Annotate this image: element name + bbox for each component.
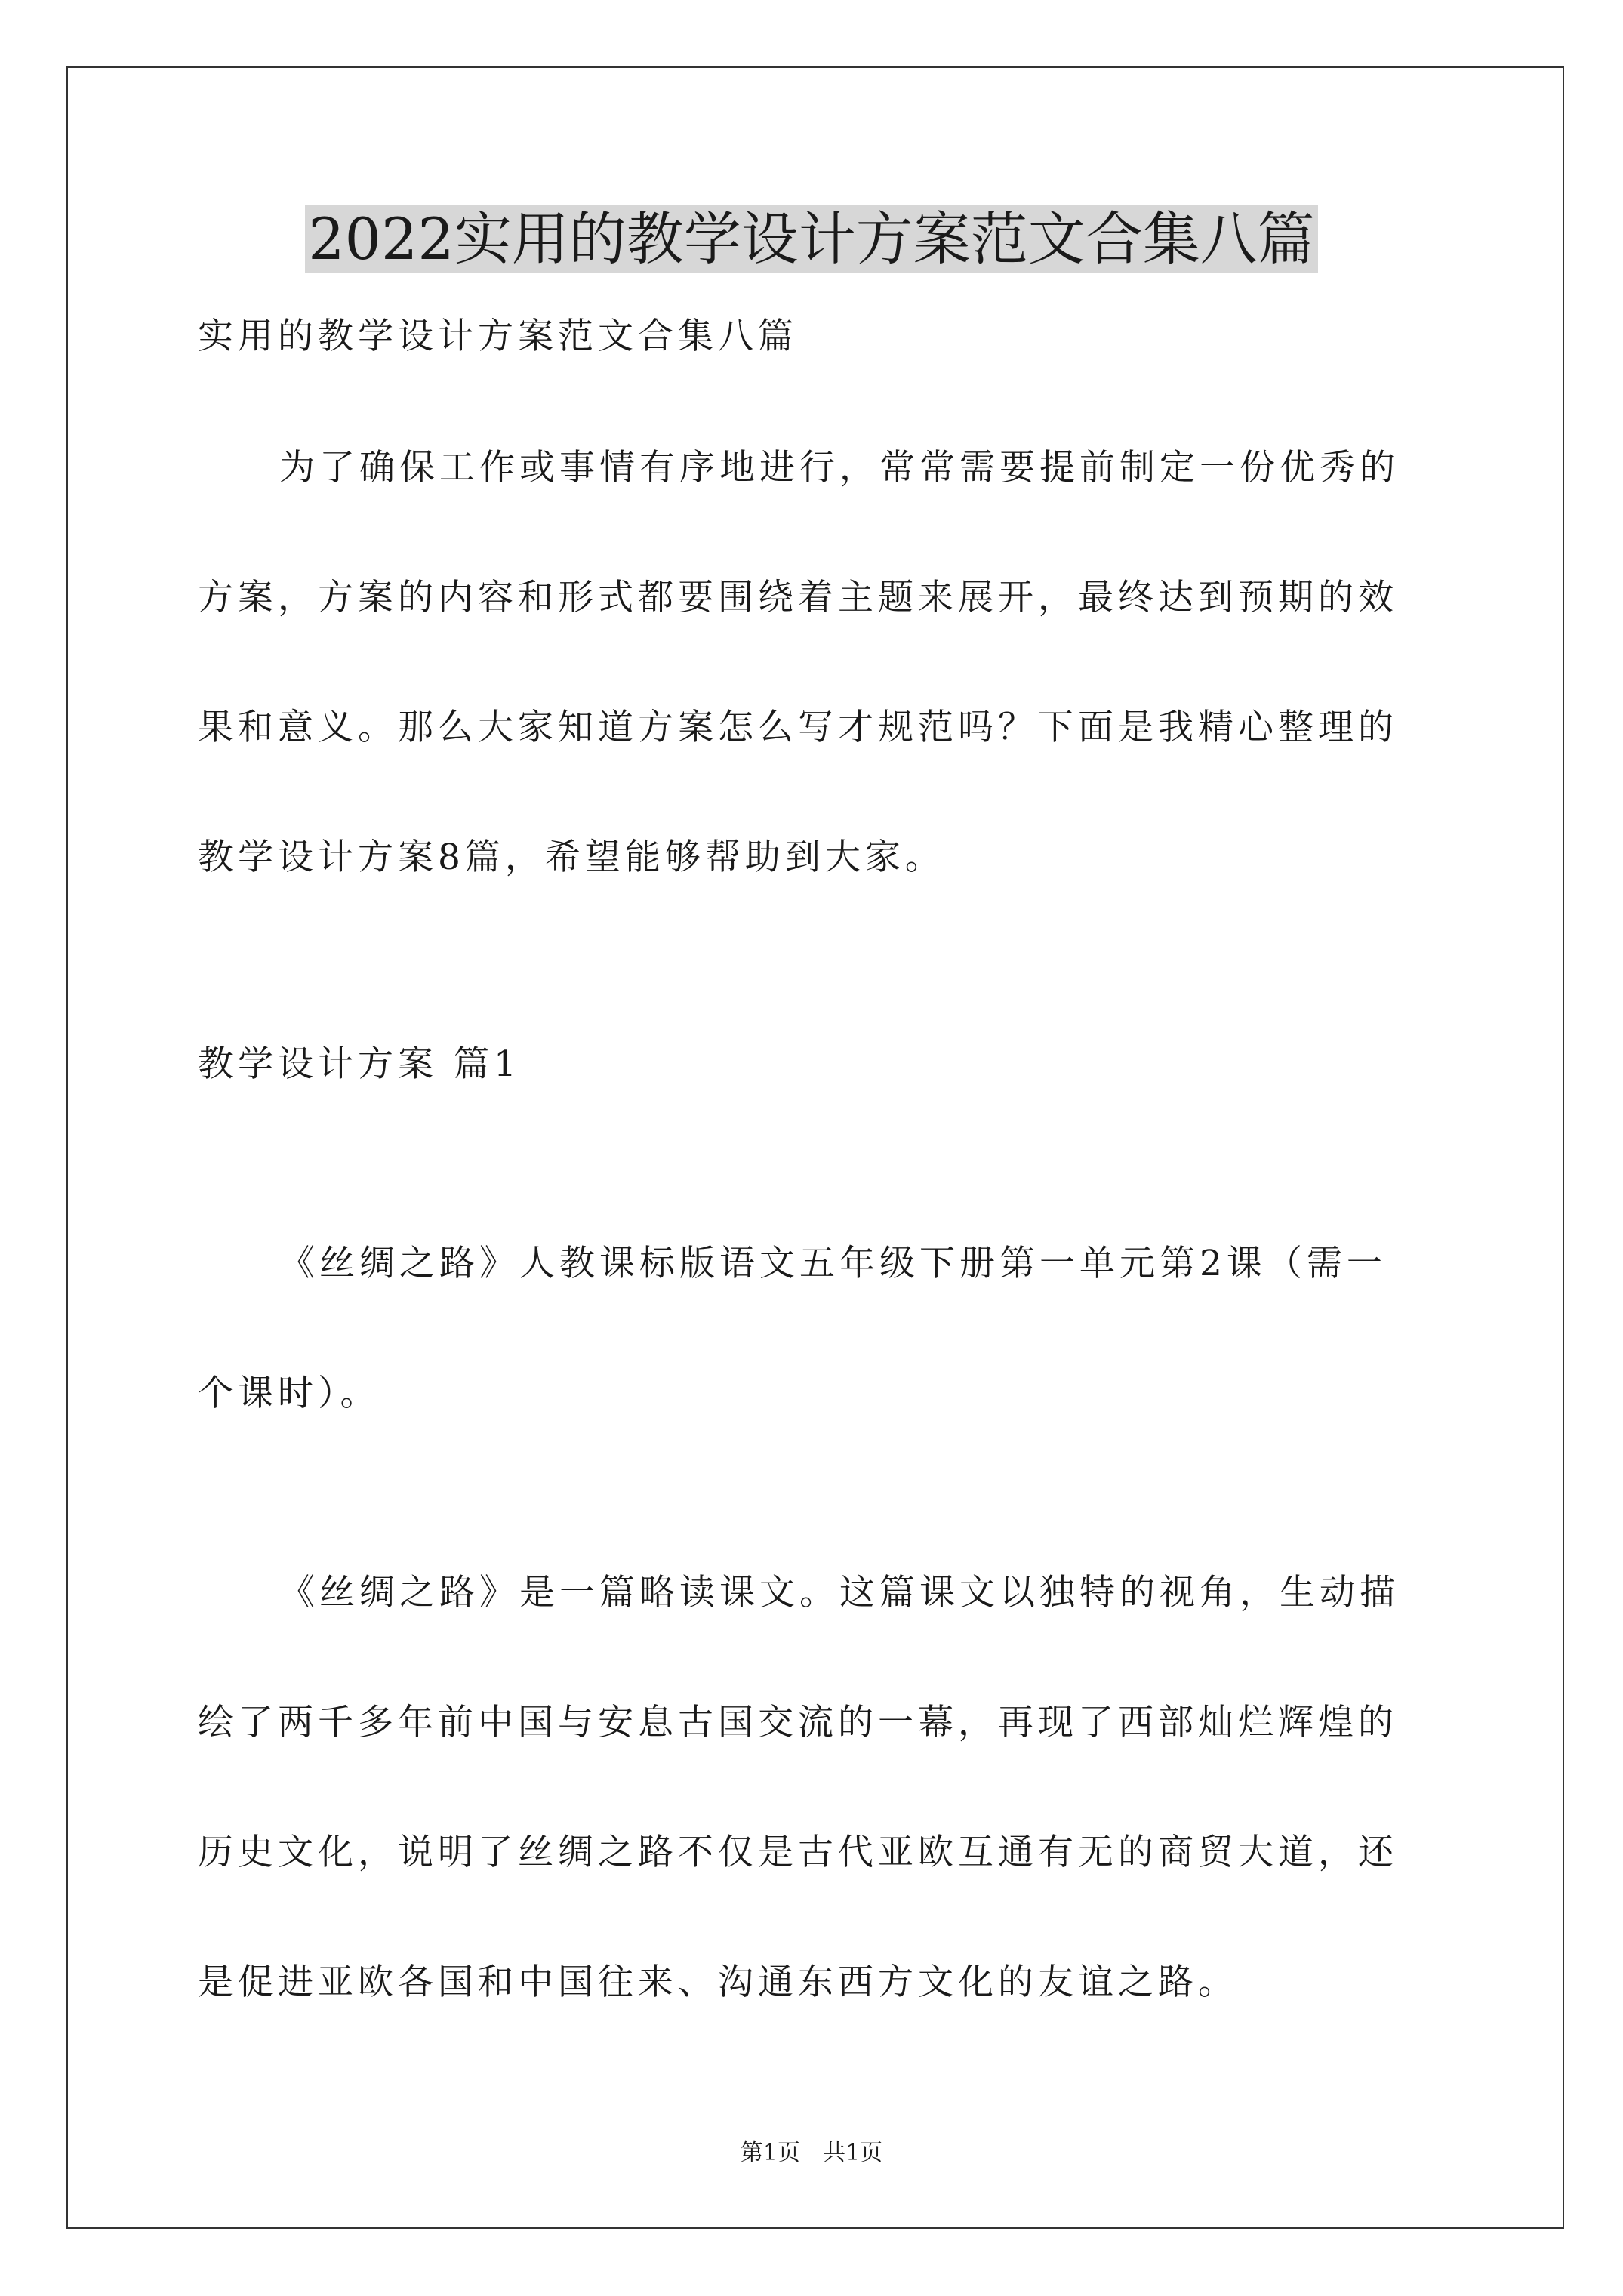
document-subtitle: 实用的教学设计方案范文合集八篇: [198, 316, 798, 357]
intro-line-4: 教学设计方案8篇，希望能够帮助到大家。: [198, 837, 945, 878]
intro-line-1: 为了确保工作或事情有序地进行，常常需要提前制定一份优秀的: [279, 447, 1400, 488]
document-title-text: 2022实用的教学设计方案范文合集八篇: [305, 205, 1317, 273]
page-number-footer: 第1页 共1页: [740, 2140, 883, 2166]
para2-line-4: 是促进亚欧各国和中国往来、沟通东西方文化的友谊之路。: [198, 1962, 1238, 2003]
para1-line-2: 个课时）。: [198, 1373, 380, 1414]
para1-line-1: 《丝绸之路》人教课标版语文五年级下册第一单元第2课（需一: [279, 1243, 1387, 1284]
intro-line-2: 方案，方案的内容和形式都要围绕着主题来展开，最终达到预期的效: [198, 577, 1398, 618]
document-title: [0, 198, 1623, 281]
para2-line-1: 《丝绸之路》是一篇略读课文。这篇课文以独特的视角，生动描: [279, 1572, 1400, 1613]
para2-line-3: 历史文化，说明了丝绸之路不仅是古代亚欧互通有无的商贸大道，还: [198, 1832, 1398, 1873]
section-heading: 教学设计方案 篇1: [198, 1043, 521, 1085]
intro-line-3: 果和意义。那么大家知道方案怎么写才规范吗？下面是我精心整理的: [198, 707, 1398, 748]
page-border: [66, 66, 1564, 2229]
para2-line-2: 绘了两千多年前中国与安息古国交流的一幕，再现了西部灿烂辉煌的: [198, 1702, 1398, 1743]
